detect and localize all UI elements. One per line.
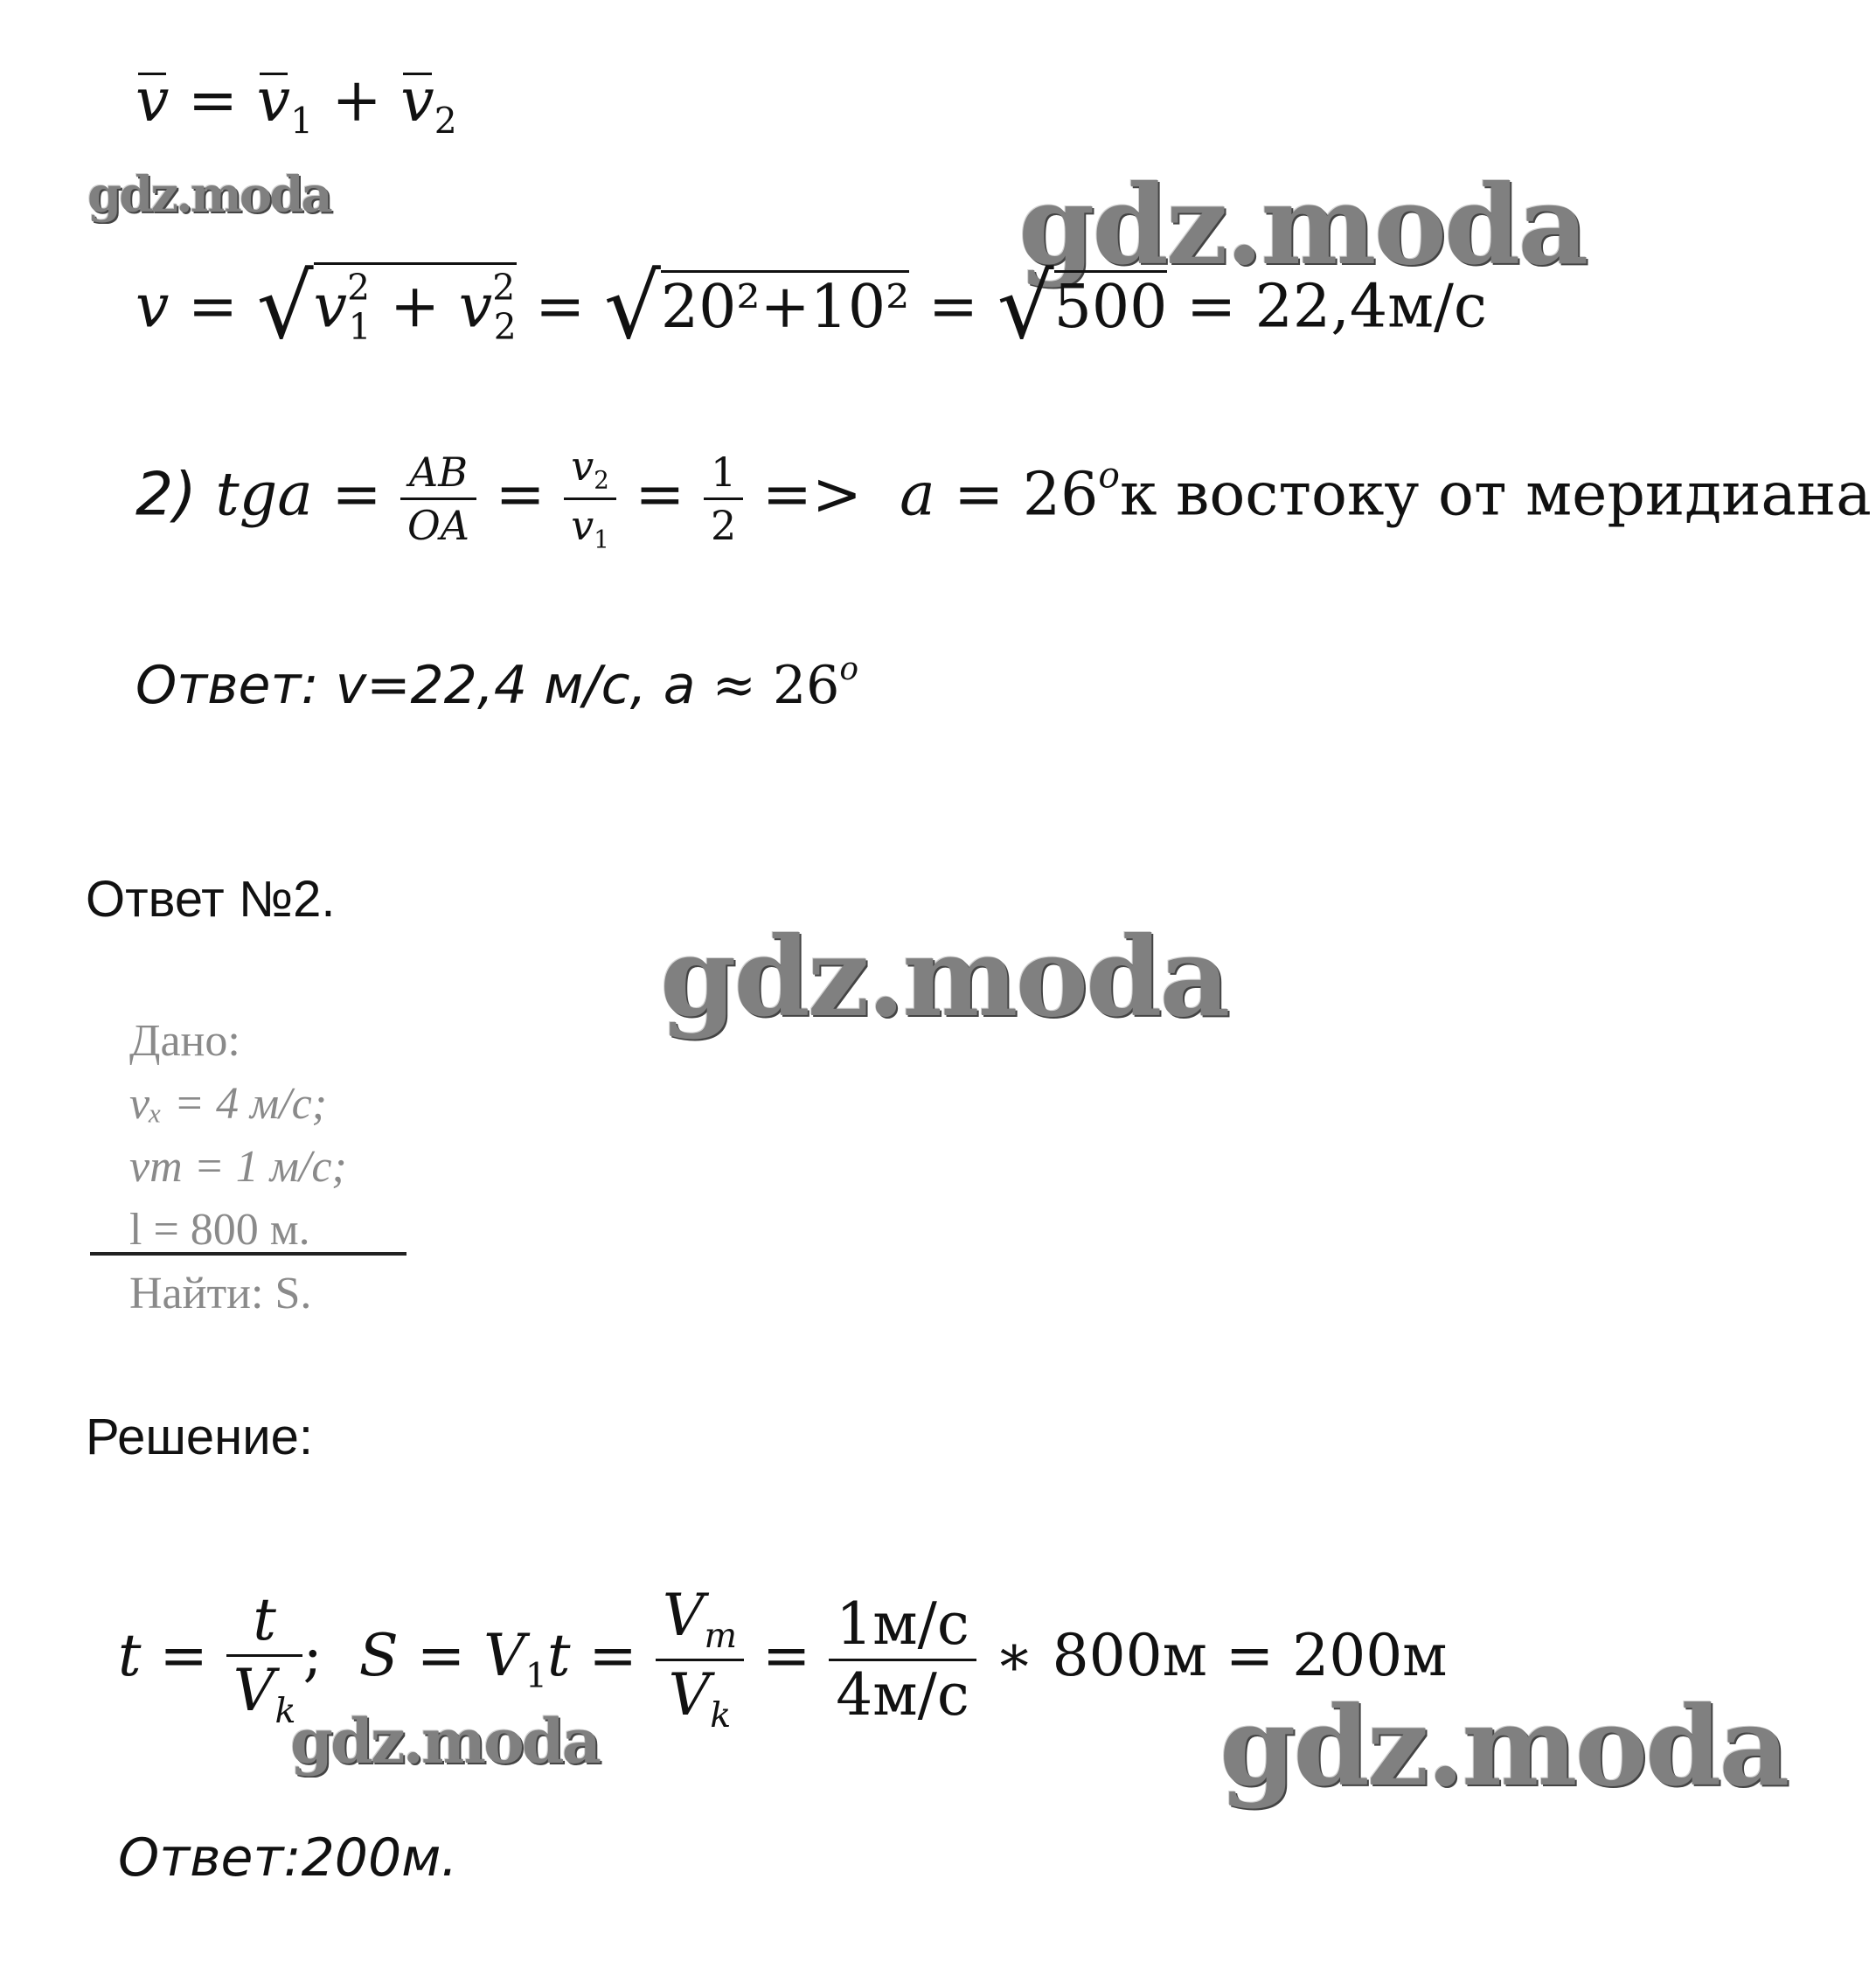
solution-formula: t = $\frac{t}{V_k}$ ; $S = V_1t$ = $\frac{V_m}{V_k}$ = $\frac{1м/с}{4м/с}$ ∗ 800м = 200м — [118, 1582, 1448, 1736]
fraction-t-vk: $\frac{t}{V_k}$ — [226, 1591, 303, 1729]
angle-equation: 2) tga = $\frac{AB}{OA}$ = $\frac{v_2}{v_1}$ = $\frac{1}{2}$ => $a = 26^oк$ востоку от меридиана — [135, 442, 1872, 554]
fraction-ab-oa: $\frac{AB}{OA}$ — [400, 452, 476, 546]
given-divider — [90, 1252, 406, 1256]
solution-label: Решение: — [86, 1409, 313, 1465]
given-line-vx: vₓ = 4 м/с; — [129, 1079, 327, 1129]
watermark-small-formula: gdz.moda — [290, 1705, 600, 1778]
given-title: Дано: — [129, 1016, 240, 1066]
answer-2: Ответ:200м. — [118, 1827, 458, 1889]
answer-1: Ответ: v=22,4 м/с, а ≈ 26$^o$ — [135, 651, 859, 716]
fraction-vm-vk: $\frac{V_m}{V_k}$ — [656, 1587, 744, 1734]
given-block — [129, 1010, 347, 1262]
given-line-l: l = 800 м. — [129, 1205, 310, 1255]
find-line: Найти: S. — [129, 1269, 312, 1318]
fraction-speeds: $\frac{1м/с}{4м/с}$ — [829, 1596, 976, 1724]
vector-sum-equation: $v = v_1 + v_2$ — [135, 66, 457, 143]
watermark-large-top: gdz.moda — [1018, 162, 1587, 289]
given-line-vt: vт = 1 м/с; — [129, 1142, 347, 1192]
fraction-1-2: $\frac{1}{2}$ — [704, 452, 743, 546]
watermark-large-middle: gdz.moda — [660, 914, 1228, 1041]
watermark-small-top: gdz.moda — [87, 166, 330, 224]
watermark-large-bottom: gdz.moda — [1219, 1683, 1788, 1811]
answer-2-heading: Ответ №2. — [86, 871, 336, 928]
fraction-v2-v1: $\frac{v_2}{v_1}$ — [564, 446, 616, 553]
magnitude-equation: $v = √v^2_1 + v^2_2 = √20^2+10^2 = √500 = 22,4м/с$ — [135, 254, 1487, 359]
